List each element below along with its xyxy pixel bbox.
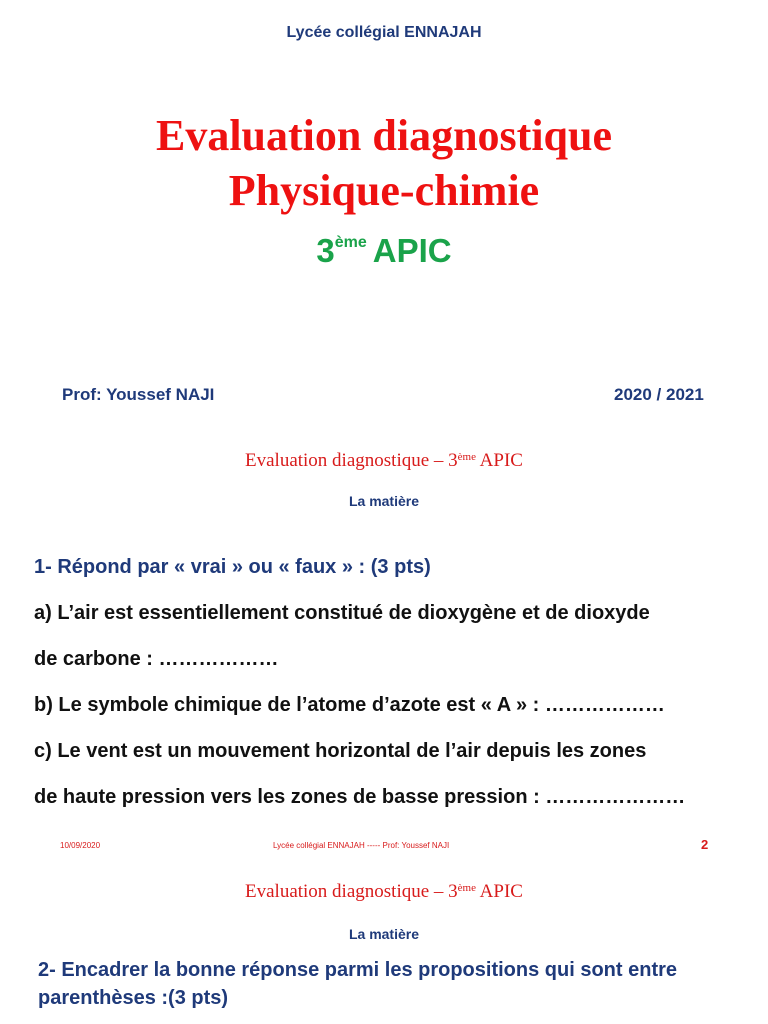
question-line: de carbone : ……………… bbox=[34, 648, 279, 670]
slide-title-main: Evaluation diagnostique – 3 bbox=[245, 450, 458, 471]
page-number: 2 bbox=[701, 837, 709, 852]
slide-title-main: Evaluation diagnostique – 3 bbox=[245, 881, 458, 902]
slide-title-sup: ème bbox=[457, 451, 476, 463]
question-1-heading: 1- Répond par « vrai » ou « faux » : (3 pts) bbox=[34, 556, 431, 578]
slide-title bbox=[0, 881, 768, 903]
level-heading bbox=[0, 232, 768, 270]
question-line: c) Le vent est un mouvement horizontal de l’air depuis les zones bbox=[34, 740, 647, 762]
question-line: b) Le symbole chimique de l’atome d’azote est « A » : ……………… bbox=[34, 694, 665, 716]
slide-title-end: APIC bbox=[475, 881, 523, 902]
slide-title-sup: ème bbox=[457, 882, 476, 894]
teacher-name: Prof: Youssef NAJI bbox=[62, 385, 215, 404]
level-superscript: ème bbox=[334, 234, 367, 251]
footer-text: Lycée collégial ENNAJAH ----- Prof: Youssef NAJI bbox=[273, 841, 450, 850]
footer-date: 10/09/2020 bbox=[60, 841, 101, 850]
slide-title-end: APIC bbox=[475, 450, 523, 471]
school-year: 2020 / 2021 bbox=[614, 385, 704, 404]
question-line: a) L’air est essentiellement constitué de dioxygène et de dioxyde bbox=[34, 602, 650, 624]
slide-subtitle: La matière bbox=[348, 493, 420, 509]
question-line: de haute pression vers les zones de basse pression : ………………… bbox=[34, 786, 686, 808]
main-title: Evaluation diagnostique bbox=[155, 111, 613, 160]
slide-subtitle: La matière bbox=[348, 926, 420, 942]
slide-title bbox=[0, 450, 768, 472]
question-2-text: 2- Encadrer la bonne réponse parmi les propositions qui sont entre parenthèses :(3 pts) bbox=[38, 959, 678, 1009]
subject-title: Physique-chimie bbox=[228, 166, 540, 215]
school-name: Lycée collégial ENNAJAH bbox=[286, 24, 482, 41]
level-number: 3 bbox=[316, 232, 335, 269]
level-name: APIC bbox=[372, 232, 452, 269]
